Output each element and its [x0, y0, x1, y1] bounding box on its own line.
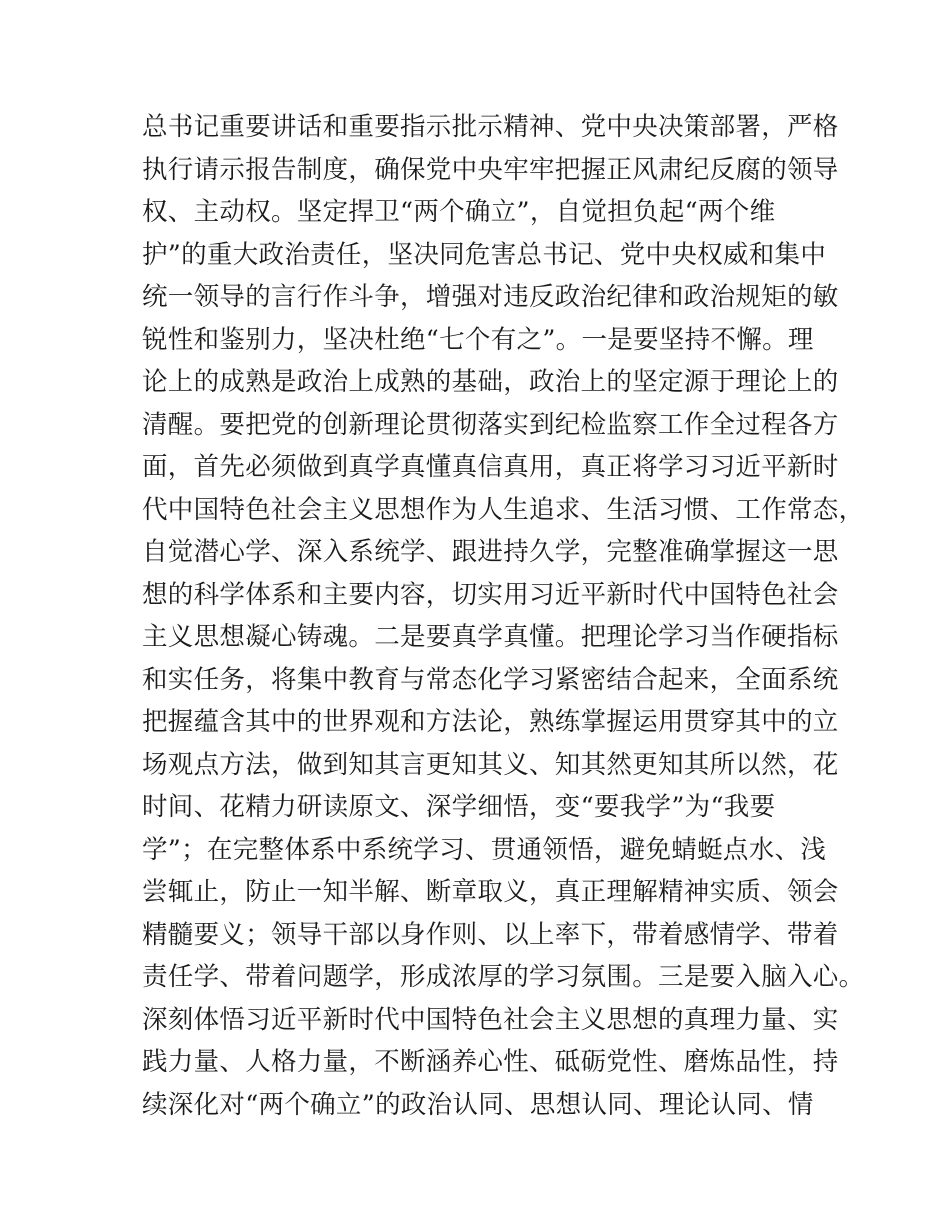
- text-line: 尝辄止，防止一知半解、断章取义，真正理解精神实质、领会: [142, 877, 839, 907]
- text-line: 代中国特色社会主义思想作为人生追求、生活习惯、工作常态，: [142, 494, 865, 525]
- text-line: 护”的重大政治责任，坚决同危害总书记、党中央权威和集中: [142, 239, 827, 270]
- text-line: 想的科学体系和主要内容，切实用习近平新时代中国特色社会: [142, 579, 839, 610]
- text-line: 学”；在完整体系中系统学习、贯通领悟，避免蜻蜓点水、浅: [142, 834, 827, 865]
- text-line: 权、主动权。坚定捍卫“两个确立”，自觉担负起“两个维: [142, 197, 776, 227]
- text-line: 时间、花精力研读原文、深学细悟，变“要我学”为“我要: [142, 792, 776, 822]
- text-line: 统一领导的言行作斗争，增强对违反政治纪律和政治规矩的敏: [142, 282, 839, 312]
- text-line: 锐性和鉴别力，坚决杜绝“七个有之”。一是要坚持不懈。理: [142, 324, 814, 355]
- text-line: 践力量、人格力量，不断涵养心性、砥砺党性、磨炼品性，持: [142, 1047, 839, 1077]
- text-line: 和实任务，将集中教育与常态化学习紧密结合起来，全面系统: [142, 664, 839, 695]
- text-line: 主义思想凝心铸魂。二是要真学真懂。把理论学习当作硬指标: [142, 622, 839, 652]
- text-line: 执行请示报告制度，确保党中央牢牢把握正风肃纪反腐的领导: [142, 154, 839, 185]
- text-line: 清醒。要把党的创新理论贯彻落实到纪检监察工作全过程各方: [142, 409, 839, 440]
- text-line: 总书记重要讲话和重要指示批示精神、党中央决策部署，严格: [142, 112, 839, 142]
- text-line: 把握蕴含其中的世界观和方法论，熟练掌握运用贯穿其中的立: [142, 707, 839, 737]
- body-text: [142, 106, 865, 1126]
- text-line: 精髓要义；领导干部以身作则、以上率下，带着感情学、带着: [142, 919, 839, 950]
- text-line: 深刻体悟习近平新时代中国特色社会主义思想的真理力量、实: [142, 1004, 839, 1035]
- text-line: 面，首先必须做到真学真懂真信真用，真正将学习习近平新时: [142, 452, 839, 482]
- text-line: 续深化对“两个确立”的政治认同、思想认同、理论认同、情: [142, 1089, 814, 1120]
- text-line: 自觉潜心学、深入系统学、跟进持久学，完整准确掌握这一思: [142, 537, 839, 567]
- text-line: 场观点方法，做到知其言更知其义、知其然更知其所以然，花: [142, 749, 839, 780]
- text-line: 责任学、带着问题学，形成浓厚的学习氛围。三是要入脑入心。: [142, 962, 865, 992]
- text-line: 论上的成熟是政治上成熟的基础，政治上的坚定源于理论上的: [142, 367, 839, 397]
